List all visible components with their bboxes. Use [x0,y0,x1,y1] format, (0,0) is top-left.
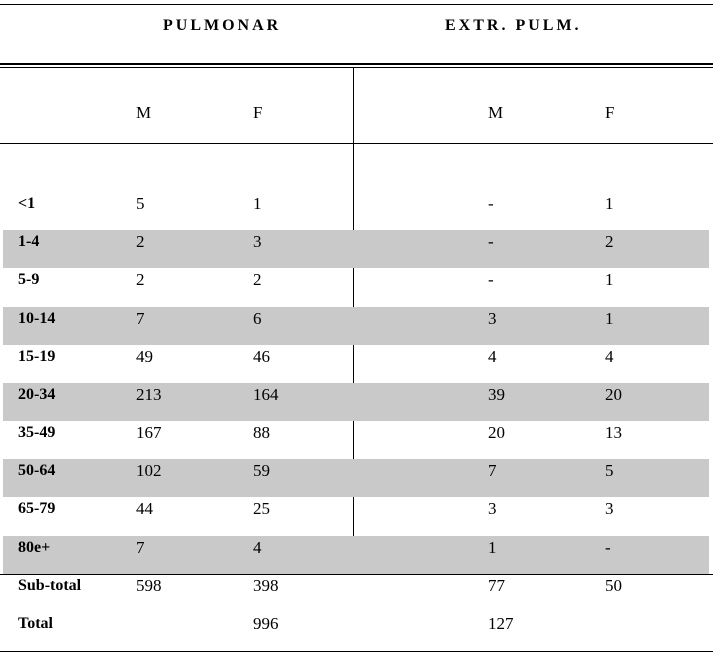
cell-extr-m: 3 [488,499,497,518]
cell-pulmonar-m: 167 [136,423,162,442]
table-row [0,490,713,528]
cell-extr-f: 13 [605,423,622,442]
cell-pulmonar-m: 7 [136,538,145,557]
bottom-rule [0,651,713,652]
subheader-rule [0,143,713,144]
cell-pulmonar-f: 164 [253,385,279,404]
header-double-rule-top [0,63,713,65]
subtotal-pulmonar-f: 398 [253,576,279,595]
row-label: 50-64 [18,462,56,479]
cell-extr-f: 20 [605,385,622,404]
row-label: 1-4 [18,233,40,250]
table-row [0,338,713,376]
col-header-extr-m: M [488,103,504,122]
subtotal-row [0,567,713,605]
cell-pulmonar-f: 88 [253,423,270,442]
total-pulmonar: 996 [253,614,279,633]
row-label: 5-9 [18,271,40,288]
subtotal-label: Sub-total [18,577,82,594]
row-label: 80e+ [18,539,51,556]
cell-extr-m: 4 [488,347,497,366]
table-row [0,261,713,299]
cell-extr-f: - [605,538,611,557]
cell-pulmonar-m: 2 [136,232,145,251]
row-label: 35-49 [18,424,56,441]
cell-extr-f: 1 [605,194,614,213]
cell-pulmonar-f: 2 [253,270,262,289]
table-row [0,300,713,338]
cell-pulmonar-m: 5 [136,194,145,213]
row-label: 20-34 [18,386,56,403]
top-rule [0,4,713,5]
table-row [0,376,713,414]
table-row [0,452,713,490]
cell-extr-f: 3 [605,499,614,518]
row-label: <1 [18,195,36,212]
cell-pulmonar-f: 25 [253,499,270,518]
cell-extr-f: 4 [605,347,614,366]
cell-extr-m: 3 [488,309,497,328]
cell-pulmonar-m: 2 [136,270,145,289]
cell-extr-m: - [488,194,494,213]
table-row [0,185,713,223]
col-header-pulmonar-f: F [253,103,263,122]
cell-extr-f: 1 [605,309,614,328]
subtotal-extr-m: 77 [488,576,505,595]
row-label: 65-79 [18,500,56,517]
cell-extr-m: 39 [488,385,505,404]
cell-extr-m: 1 [488,538,497,557]
total-row [0,605,713,643]
cell-pulmonar-f: 4 [253,538,262,557]
col-header-pulmonar-m: M [136,103,152,122]
cell-extr-m: 20 [488,423,505,442]
row-label: 15-19 [18,348,56,365]
cell-pulmonar-m: 213 [136,385,162,404]
subtotal-pulmonar-m: 598 [136,576,162,595]
col-header-extr-f: F [605,103,615,122]
table-row [0,223,713,261]
header-double-rule-bottom [0,67,713,68]
cell-pulmonar-f: 3 [253,232,262,251]
row-label: 10-14 [18,310,56,327]
cell-extr-f: 1 [605,270,614,289]
total-label: Total [18,615,53,632]
table-row [0,529,713,567]
cell-pulmonar-f: 6 [253,309,262,328]
cell-extr-m: - [488,270,494,289]
cell-pulmonar-f: 59 [253,461,270,480]
cell-pulmonar-f: 46 [253,347,270,366]
cell-pulmonar-f: 1 [253,194,262,213]
group-header-extr-pulm: EXTR. PULM. [445,17,582,34]
total-extr: 127 [488,614,514,633]
cell-pulmonar-m: 44 [136,499,153,518]
cell-extr-m: - [488,232,494,251]
cell-pulmonar-m: 49 [136,347,153,366]
cell-pulmonar-m: 102 [136,461,162,480]
cell-extr-m: 7 [488,461,497,480]
subtotal-extr-f: 50 [605,576,622,595]
cell-extr-f: 5 [605,461,614,480]
cell-pulmonar-m: 7 [136,309,145,328]
table-row [0,414,713,452]
cell-extr-f: 2 [605,232,614,251]
group-header-pulmonar: PULMONAR [163,17,282,34]
